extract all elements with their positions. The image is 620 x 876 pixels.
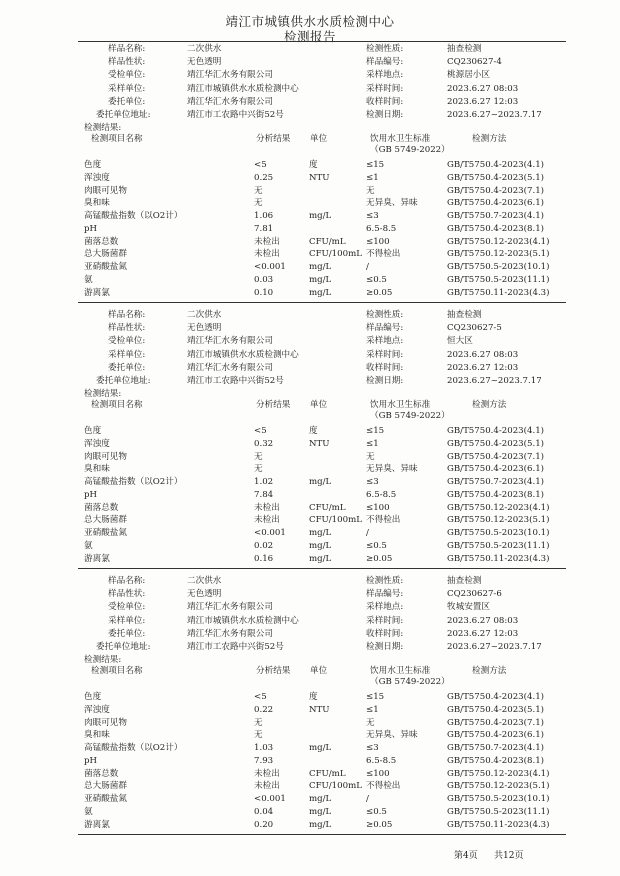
meta-label-client: 受检单位: — [108, 70, 146, 81]
row-standard: ≤100 — [366, 502, 390, 513]
col-item-name: 检测项目名称 — [91, 134, 143, 144]
row-result: <5 — [254, 160, 267, 170]
row-unit: 度 — [309, 692, 318, 702]
col-standard: 饮用水卫生标准 — [370, 400, 431, 410]
row-unit: mg/L — [309, 553, 332, 564]
row-result: 7.84 — [254, 489, 274, 500]
row-unit: mg/L — [309, 262, 332, 272]
row-result: 0.32 — [254, 438, 274, 449]
row-method: GB/T5750.5-2023(10.1) — [447, 528, 550, 538]
row-unit: NTU — [309, 438, 330, 449]
row-result: 无 — [254, 198, 263, 209]
row-result: 0.02 — [254, 540, 274, 551]
row-standard: / — [366, 262, 369, 272]
row-unit: mg/L — [309, 528, 332, 538]
section-divider — [78, 834, 566, 835]
meta-label-commissioner: 委托单位: — [108, 96, 146, 107]
meta-label-commissioner: 委托单位: — [108, 628, 146, 639]
total-pages: 共12页 — [494, 851, 524, 861]
meta-label-sample-character: 样品性状: — [108, 323, 146, 334]
meta-label-sampling-time: 采样时间: — [366, 349, 404, 360]
results-label: 检测结果: — [84, 389, 122, 399]
row-item-name: 肉眼可见物 — [84, 717, 127, 728]
row-item-name: 氨 — [84, 806, 93, 817]
meta-value-sample-name: 二次供水 — [187, 576, 222, 586]
row-result: 无 — [254, 717, 263, 728]
row-method: GB/T5750.4-2023(5.1) — [447, 172, 545, 183]
row-standard: ≤3 — [366, 743, 379, 753]
row-method: GB/T5750.12-2023(5.1) — [447, 249, 550, 260]
row-standard: ≤15 — [366, 426, 385, 436]
meta-label-sample-name: 样品名称: — [108, 44, 146, 54]
row-item-name: 亚硝酸盐氮 — [84, 794, 127, 804]
meta-label-commissioner-address: 委托单位地址: — [96, 376, 151, 386]
row-item-name: 亚硝酸盐氮 — [84, 262, 127, 272]
row-result: 0.25 — [254, 172, 274, 183]
col-result: 分析结果 — [256, 400, 291, 410]
row-item-name: 游离氯 — [84, 819, 110, 830]
col-method: 检测方法 — [472, 400, 507, 410]
report-subtitle: 检测报告 — [283, 29, 336, 44]
meta-value-test-nature: 抽查检测 — [447, 44, 482, 54]
row-result: 0.04 — [254, 806, 274, 817]
row-unit: CFU/100mL — [309, 781, 362, 792]
row-method: GB/T5750.4-2023(4.1) — [447, 692, 545, 702]
meta-label-commissioner-address: 委托单位地址: — [96, 642, 151, 652]
meta-label-sample-character: 样品性状: — [108, 589, 146, 600]
meta-value-commissioner: 靖江华汇水务有限公司 — [187, 96, 273, 107]
row-item-name: 游离氯 — [84, 553, 110, 564]
row-standard: ≤100 — [366, 768, 390, 779]
row-standard: ≤1 — [366, 704, 379, 715]
row-unit: mg/L — [309, 287, 332, 298]
row-item-name: 肉眼可见物 — [84, 451, 127, 462]
col-unit: 单位 — [310, 134, 328, 144]
meta-label-commissioner-address: 委托单位地址: — [96, 110, 151, 120]
results-label: 检测结果: — [84, 123, 122, 133]
row-item-name: 肉眼可见物 — [84, 185, 127, 196]
meta-value-sample-name: 二次供水 — [187, 310, 222, 320]
meta-value-sample-no: CQ230627-6 — [447, 589, 502, 600]
row-standard: 无异臭、异味 — [366, 730, 418, 741]
col-standard: 饮用水卫生标准 — [370, 134, 431, 144]
meta-value-sample-no: CQ230627-5 — [447, 323, 502, 334]
row-unit: CFU/mL — [309, 236, 346, 247]
row-standard: 无 — [366, 451, 375, 462]
row-result: 0.16 — [254, 553, 274, 564]
meta-value-receive-time: 2023.6.27 12:03 — [447, 628, 519, 639]
col-standard-ref: （GB 5749-2022） — [370, 677, 450, 687]
row-method: GB/T5750.12-2023(5.1) — [447, 781, 550, 792]
meta-label-test-nature: 检测性质: — [366, 310, 404, 320]
row-method: GB/T5750.4-2023(6.1) — [447, 198, 545, 209]
row-result: 未检出 — [254, 781, 280, 792]
meta-label-sampling-site: 采样地点: — [366, 336, 404, 347]
meta-label-test-nature: 检测性质: — [366, 576, 404, 586]
row-method: GB/T5750.7-2023(4.1) — [447, 211, 545, 221]
meta-label-sampling-time: 采样时间: — [366, 83, 404, 94]
meta-value-test-date: 2023.6.27~2023.7.17 — [447, 110, 542, 120]
meta-value-commissioner-address: 靖江市工农路中兴街52号 — [187, 110, 284, 120]
meta-label-client: 受检单位: — [108, 336, 146, 347]
meta-value-sampler: 靖江市城镇供水水质检测中心 — [187, 615, 299, 626]
col-method: 检测方法 — [472, 134, 507, 144]
row-standard: / — [366, 794, 369, 804]
meta-label-sample-no: 样品编号: — [366, 589, 404, 600]
row-unit: CFU/mL — [309, 768, 346, 779]
meta-value-test-nature: 抽查检测 — [447, 310, 482, 320]
row-unit: mg/L — [309, 274, 332, 285]
meta-label-test-date: 检测日期: — [366, 110, 404, 120]
row-standard: ≤100 — [366, 236, 390, 247]
meta-value-sampling-time: 2023.6.27 08:03 — [447, 615, 519, 626]
row-item-name: 浑浊度 — [84, 438, 110, 449]
row-standard: ≤1 — [366, 438, 379, 449]
meta-value-sampling-time: 2023.6.27 08:03 — [447, 83, 519, 94]
meta-value-test-date: 2023.6.27~2023.7.17 — [447, 642, 542, 652]
meta-value-sampling-site: 恒大区 — [447, 336, 473, 347]
row-result: <0.001 — [254, 794, 286, 804]
row-result: 0.22 — [254, 704, 274, 715]
col-standard-ref: （GB 5749-2022） — [370, 145, 450, 155]
row-item-name: 亚硝酸盐氮 — [84, 528, 127, 538]
meta-label-sampling-site: 采样地点: — [366, 602, 404, 613]
row-method: GB/T5750.4-2023(7.1) — [447, 451, 545, 462]
row-item-name: 浑浊度 — [84, 704, 110, 715]
row-item-name: pH — [84, 223, 97, 234]
row-result: 未检出 — [254, 502, 280, 513]
meta-label-receive-time: 收样时间: — [366, 96, 404, 107]
row-standard: ≤1 — [366, 172, 379, 183]
row-standard: 无异臭、异味 — [366, 198, 418, 209]
col-unit: 单位 — [310, 666, 328, 676]
row-method: GB/T5750.5-2023(10.1) — [447, 794, 550, 804]
row-unit: NTU — [309, 172, 330, 183]
meta-value-commissioner-address: 靖江市工农路中兴街52号 — [187, 376, 284, 386]
col-result: 分析结果 — [256, 134, 291, 144]
row-unit: NTU — [309, 704, 330, 715]
meta-value-sampler: 靖江市城镇供水水质检测中心 — [187, 349, 299, 360]
meta-label-test-date: 检测日期: — [366, 376, 404, 386]
meta-value-commissioner-address: 靖江市工农路中兴街52号 — [187, 642, 284, 652]
meta-value-sampling-time: 2023.6.27 08:03 — [447, 349, 519, 360]
row-result: 未检出 — [254, 768, 280, 779]
meta-value-client: 靖江华汇水务有限公司 — [187, 602, 273, 613]
row-method: GB/T5750.4-2023(8.1) — [447, 489, 545, 500]
row-item-name: 色度 — [84, 426, 102, 436]
meta-label-commissioner: 委托单位: — [108, 362, 146, 373]
row-item-name: 高锰酸盐指数（以O2计） — [84, 477, 183, 487]
row-item-name: 氨 — [84, 540, 93, 551]
meta-value-test-nature: 抽查检测 — [447, 576, 482, 586]
row-method: GB/T5750.5-2023(10.1) — [447, 262, 550, 272]
row-result: 0.20 — [254, 819, 274, 830]
row-result: 1.06 — [254, 211, 274, 221]
row-method: GB/T5750.12-2023(5.1) — [447, 515, 550, 526]
row-method: GB/T5750.11-2023(4.3) — [447, 819, 550, 830]
meta-label-receive-time: 收样时间: — [366, 362, 404, 373]
row-standard: 6.5-8.5 — [366, 755, 397, 766]
row-item-name: 色度 — [84, 692, 102, 702]
meta-value-sampling-site: 牧城安置区 — [447, 602, 490, 613]
row-item-name: 氨 — [84, 274, 93, 285]
row-unit: mg/L — [309, 211, 332, 221]
row-item-name: 总大肠菌群 — [84, 515, 127, 526]
row-method: GB/T5750.12-2023(4.1) — [447, 502, 550, 513]
row-result: 无 — [254, 730, 263, 741]
meta-value-sample-name: 二次供水 — [187, 44, 222, 54]
row-unit: mg/L — [309, 819, 332, 830]
row-method: GB/T5750.4-2023(8.1) — [447, 223, 545, 234]
row-result: 1.02 — [254, 477, 274, 487]
row-result: <0.001 — [254, 528, 286, 538]
row-method: GB/T5750.4-2023(5.1) — [447, 438, 545, 449]
col-result: 分析结果 — [256, 666, 291, 676]
meta-label-sampler: 采样单位: — [108, 83, 146, 94]
row-item-name: 色度 — [84, 160, 102, 170]
meta-label-sample-name: 样品名称: — [108, 310, 146, 320]
row-method: GB/T5750.12-2023(4.1) — [447, 236, 550, 247]
row-unit: mg/L — [309, 743, 332, 753]
row-result: <0.001 — [254, 262, 286, 272]
meta-value-client: 靖江华汇水务有限公司 — [187, 70, 273, 81]
meta-value-test-date: 2023.6.27~2023.7.17 — [447, 376, 542, 386]
row-method: GB/T5750.4-2023(6.1) — [447, 464, 545, 475]
col-standard-ref: （GB 5749-2022） — [370, 411, 450, 421]
meta-value-sample-character: 无色透明 — [187, 589, 222, 600]
row-method: GB/T5750.7-2023(4.1) — [447, 743, 545, 753]
row-item-name: 菌落总数 — [84, 502, 119, 513]
row-item-name: 臭和味 — [84, 198, 110, 209]
row-item-name: pH — [84, 489, 97, 500]
meta-label-test-nature: 检测性质: — [366, 44, 404, 54]
row-method: GB/T5750.4-2023(7.1) — [447, 717, 545, 728]
row-item-name: 菌落总数 — [84, 236, 119, 247]
section-divider — [78, 568, 566, 569]
row-unit: 度 — [309, 426, 318, 436]
row-unit: mg/L — [309, 477, 332, 487]
page-title: 靖江市城镇供水水质检测中心 — [225, 14, 395, 29]
col-method: 检测方法 — [472, 666, 507, 676]
row-unit: CFU/100mL — [309, 249, 362, 260]
row-standard: 无异臭、异味 — [366, 464, 418, 475]
row-unit: CFU/mL — [309, 502, 346, 513]
meta-label-sample-character: 样品性状: — [108, 57, 146, 68]
col-unit: 单位 — [310, 400, 328, 410]
meta-value-sample-character: 无色透明 — [187, 57, 222, 68]
row-standard: ≤3 — [366, 477, 379, 487]
col-standard: 饮用水卫生标准 — [370, 666, 431, 676]
row-method: GB/T5750.7-2023(4.1) — [447, 477, 545, 487]
col-item-name: 检测项目名称 — [91, 400, 143, 410]
row-method: GB/T5750.4-2023(5.1) — [447, 704, 545, 715]
row-item-name: 菌落总数 — [84, 768, 119, 779]
row-result: 无 — [254, 451, 263, 462]
results-label: 检测结果: — [84, 655, 122, 665]
row-standard: ≤3 — [366, 211, 379, 221]
row-item-name: 臭和味 — [84, 464, 110, 475]
row-item-name: 浑浊度 — [84, 172, 110, 183]
meta-value-receive-time: 2023.6.27 12:03 — [447, 96, 519, 107]
row-result: <5 — [254, 692, 267, 702]
header-rule — [78, 41, 566, 42]
row-result: 未检出 — [254, 249, 280, 260]
row-method: GB/T5750.5-2023(11.1) — [447, 274, 550, 285]
meta-label-receive-time: 收样时间: — [366, 628, 404, 639]
row-item-name: 高锰酸盐指数（以O2计） — [84, 743, 183, 753]
row-method: GB/T5750.4-2023(6.1) — [447, 730, 545, 741]
meta-label-sample-name: 样品名称: — [108, 576, 146, 586]
row-item-name: 总大肠菌群 — [84, 249, 127, 260]
row-result: 1.03 — [254, 743, 274, 753]
row-method: GB/T5750.4-2023(4.1) — [447, 160, 545, 170]
row-standard: ≤15 — [366, 692, 385, 702]
row-standard: ≤0.5 — [366, 274, 387, 285]
row-result: <5 — [254, 426, 267, 436]
row-unit: mg/L — [309, 794, 332, 804]
row-item-name: 高锰酸盐指数（以O2计） — [84, 211, 183, 221]
row-result: 7.81 — [254, 223, 274, 234]
row-method: GB/T5750.11-2023(4.3) — [447, 287, 550, 298]
row-unit: CFU/100mL — [309, 515, 362, 526]
col-item-name: 检测项目名称 — [91, 666, 143, 676]
row-result: 无 — [254, 464, 263, 475]
row-result: 7.93 — [254, 755, 274, 766]
row-unit: mg/L — [309, 540, 332, 551]
row-item-name: 总大肠菌群 — [84, 781, 127, 792]
row-item-name: 臭和味 — [84, 730, 110, 741]
row-unit: mg/L — [309, 806, 332, 817]
row-item-name: 游离氯 — [84, 287, 110, 298]
row-standard: ≥0.05 — [366, 287, 393, 298]
meta-label-client: 受检单位: — [108, 602, 146, 613]
row-result: 0.03 — [254, 274, 274, 285]
row-standard: ≥0.05 — [366, 553, 393, 564]
meta-value-commissioner: 靖江华汇水务有限公司 — [187, 628, 273, 639]
row-standard: ≤0.5 — [366, 806, 387, 817]
meta-value-receive-time: 2023.6.27 12:03 — [447, 362, 519, 373]
row-result: 无 — [254, 185, 263, 196]
row-standard: 不得检出 — [366, 249, 401, 260]
row-method: GB/T5750.5-2023(11.1) — [447, 540, 550, 551]
row-standard: 无 — [366, 717, 375, 728]
row-method: GB/T5750.11-2023(4.3) — [447, 553, 550, 564]
meta-label-sampling-site: 采样地点: — [366, 70, 404, 81]
meta-value-sampling-site: 桃源居小区 — [447, 70, 490, 81]
section-divider — [78, 302, 566, 303]
meta-value-sample-character: 无色透明 — [187, 323, 222, 334]
row-standard: ≤15 — [366, 160, 385, 170]
meta-value-sample-no: CQ230627-4 — [447, 57, 502, 68]
row-standard: ≥0.05 — [366, 819, 393, 830]
meta-label-sampler: 采样单位: — [108, 615, 146, 626]
row-standard: 不得检出 — [366, 515, 401, 526]
row-standard: 无 — [366, 185, 375, 196]
meta-label-sampling-time: 采样时间: — [366, 615, 404, 626]
row-unit: 度 — [309, 160, 318, 170]
row-method: GB/T5750.4-2023(8.1) — [447, 755, 545, 766]
row-method: GB/T5750.4-2023(4.1) — [447, 426, 545, 436]
row-standard: 不得检出 — [366, 781, 401, 792]
row-standard: 6.5-8.5 — [366, 223, 397, 234]
row-standard: / — [366, 528, 369, 538]
meta-value-commissioner: 靖江华汇水务有限公司 — [187, 362, 273, 373]
row-method: GB/T5750.5-2023(11.1) — [447, 806, 550, 817]
meta-label-test-date: 检测日期: — [366, 642, 404, 652]
meta-value-sampler: 靖江市城镇供水水质检测中心 — [187, 83, 299, 94]
row-standard: 6.5-8.5 — [366, 489, 397, 500]
row-standard: ≤0.5 — [366, 540, 387, 551]
row-result: 未检出 — [254, 236, 280, 247]
row-item-name: pH — [84, 755, 97, 766]
meta-value-client: 靖江华汇水务有限公司 — [187, 336, 273, 347]
row-method: GB/T5750.12-2023(4.1) — [447, 768, 550, 779]
page-number: 第4页 — [454, 851, 478, 861]
meta-label-sample-no: 样品编号: — [366, 323, 404, 334]
meta-label-sample-no: 样品编号: — [366, 57, 404, 68]
row-result: 0.10 — [254, 287, 274, 298]
row-method: GB/T5750.4-2023(7.1) — [447, 185, 545, 196]
meta-label-sampler: 采样单位: — [108, 349, 146, 360]
row-result: 未检出 — [254, 515, 280, 526]
